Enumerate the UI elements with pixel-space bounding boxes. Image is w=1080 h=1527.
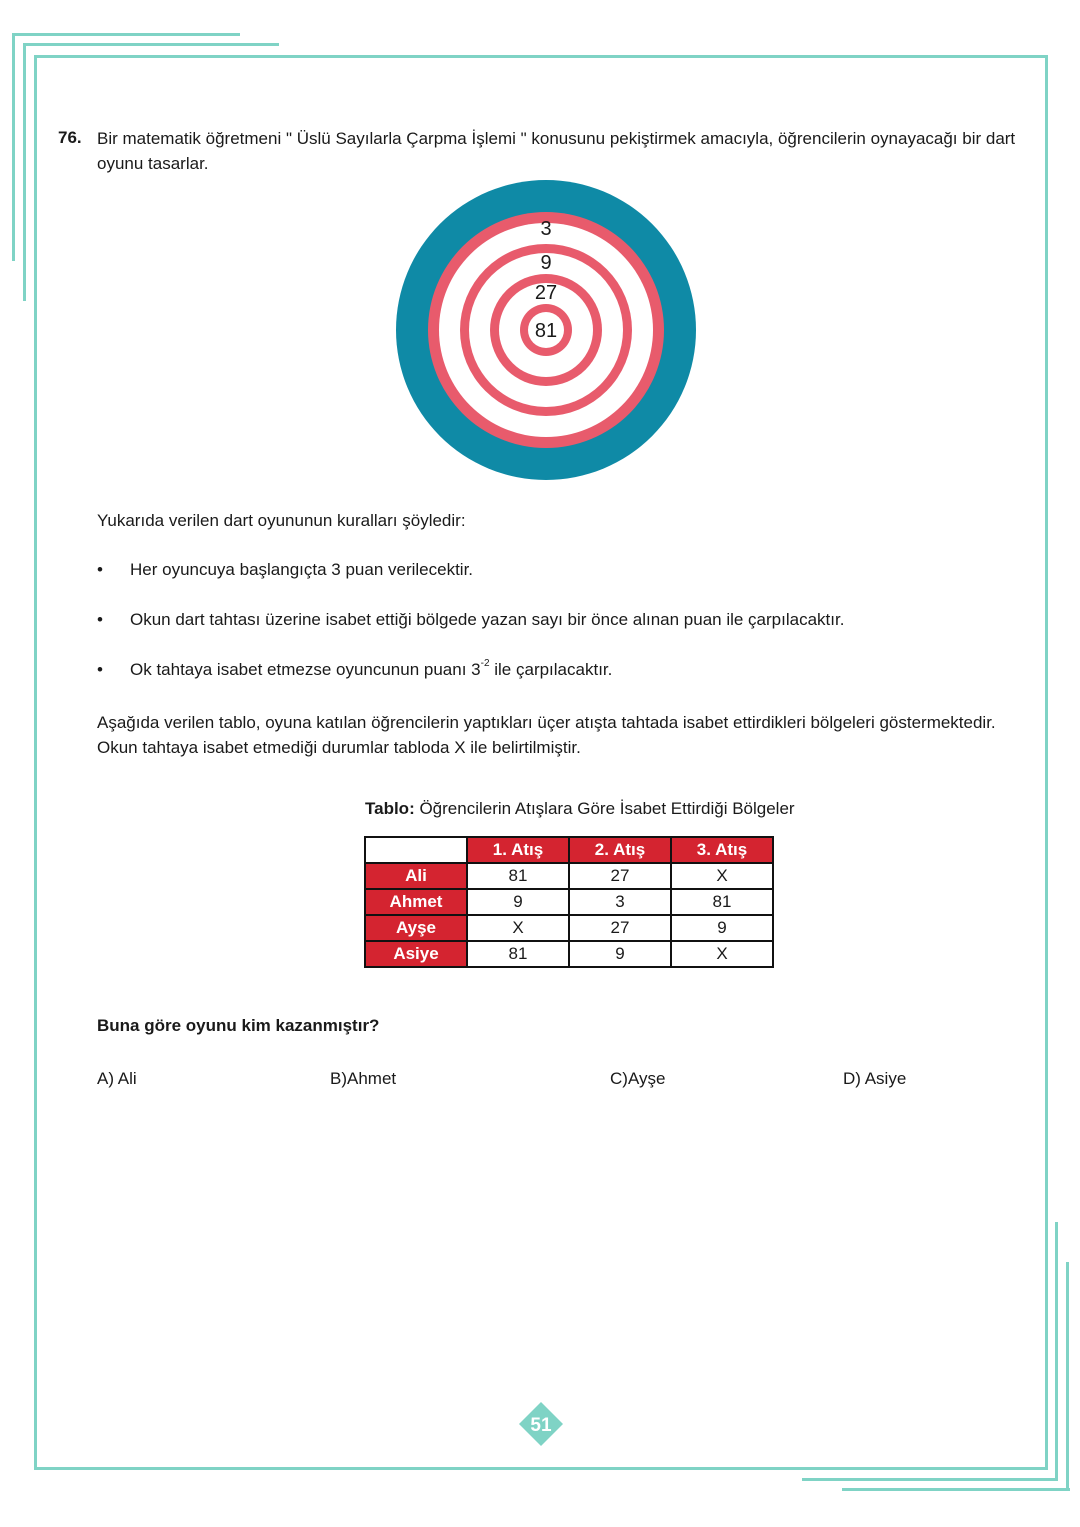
- table-caption-label: Tablo:: [365, 799, 415, 818]
- table-cell: 9: [569, 941, 671, 967]
- frame-line-top-outer: [12, 33, 240, 36]
- table-corner-cell: [365, 837, 467, 863]
- dartboard-label-3: 3: [540, 218, 552, 240]
- frame-line-left-inner: [23, 43, 26, 301]
- option-d[interactable]: D) Asiye: [843, 1069, 907, 1088]
- bullet-3: •: [97, 660, 103, 679]
- table-cell: 9: [467, 889, 569, 915]
- rule-3: [130, 660, 612, 680]
- table-cell: 81: [467, 941, 569, 967]
- table-header-shot-3: 3. Atış: [671, 837, 773, 863]
- rule-3-text: Ok tahtaya isabet etmezse oyuncunun puanı 3: [130, 660, 481, 679]
- row-name-ali: Ali: [365, 863, 467, 889]
- frame-line-bottom-inner: [802, 1478, 1058, 1481]
- table-cell: 3: [569, 889, 671, 915]
- table-cell: 81: [671, 889, 773, 915]
- option-c[interactable]: C)Ayşe: [610, 1069, 666, 1088]
- table-header-shot-2: 2. Atış: [569, 837, 671, 863]
- frame-line-left-outer: [12, 33, 15, 261]
- table-row: [365, 889, 773, 915]
- table-cell: 9: [671, 915, 773, 941]
- option-a[interactable]: A) Ali: [97, 1069, 137, 1088]
- frame-line-top-inner: [23, 43, 279, 46]
- table-caption: [365, 799, 795, 819]
- rule-2: Okun dart tahtası üzerine isabet ettiği bölgede yazan sayı bir önce alınan puan ile çarpılacaktır.: [130, 610, 845, 629]
- question-prompt: Buna göre oyunu kim kazanmıştır?: [97, 1016, 380, 1035]
- table-header-row: [365, 837, 773, 863]
- table-intro: Aşağıda verilen tablo, oyuna katılan öğrencilerin yaptıkları üçer atışta tahtada isabet ettirdikleri bölgeleri göstermektedir. Okun tahtaya isabet etmediği durumlar tabloda X ile belirtilmiştir.: [97, 713, 996, 757]
- table-cell: X: [671, 941, 773, 967]
- table-row: [365, 863, 773, 889]
- frame-line-bottom-outer: [842, 1488, 1070, 1491]
- rule-1: Her oyuncuya başlangıçta 3 puan verilecektir.: [130, 560, 474, 579]
- table-cell: 27: [569, 863, 671, 889]
- table-row: [365, 941, 773, 967]
- table-cell: 27: [569, 915, 671, 941]
- table-caption-text: Öğrencilerin Atışlara Göre İsabet Ettirdiği Bölgeler: [414, 799, 795, 818]
- rules-intro: Yukarıda verilen dart oyununun kuralları şöyledir:: [97, 511, 466, 530]
- bullet-2: •: [97, 610, 103, 629]
- bullet-1: •: [97, 560, 103, 579]
- shots-table: [364, 836, 774, 968]
- question-number: 76.: [58, 128, 82, 147]
- table-header-shot-1: 1. Atış: [467, 837, 569, 863]
- dartboard-label-9: 9: [540, 252, 552, 274]
- row-name-ahmet: Ahmet: [365, 889, 467, 915]
- table-cell: X: [467, 915, 569, 941]
- frame-line-right-inner: [1055, 1222, 1058, 1481]
- row-name-asiye: Asiye: [365, 941, 467, 967]
- rule-3-suffix: ile çarpılacaktır.: [489, 660, 613, 679]
- table-row: [365, 915, 773, 941]
- table-cell: 81: [467, 863, 569, 889]
- row-name-ayse: Ayşe: [365, 915, 467, 941]
- dartboard-label-81: 81: [534, 320, 558, 342]
- question-intro: Bir matematik öğretmeni " Üslü Sayılarla Çarpma İşlemi " konusunu pekiştirmek amacıyla, öğrencilerin oynayacağı bir dart oyunu tasarlar.: [97, 129, 1016, 173]
- table-cell: X: [671, 863, 773, 889]
- page-number: 51: [530, 1415, 552, 1436]
- dartboard-label-27: 27: [534, 282, 558, 304]
- rule-3-exponent: -2: [480, 658, 490, 669]
- frame-line-right-outer: [1066, 1262, 1069, 1491]
- page-number-badge: [518, 1401, 564, 1447]
- dartboard: [396, 180, 696, 480]
- option-b[interactable]: B)Ahmet: [330, 1069, 397, 1088]
